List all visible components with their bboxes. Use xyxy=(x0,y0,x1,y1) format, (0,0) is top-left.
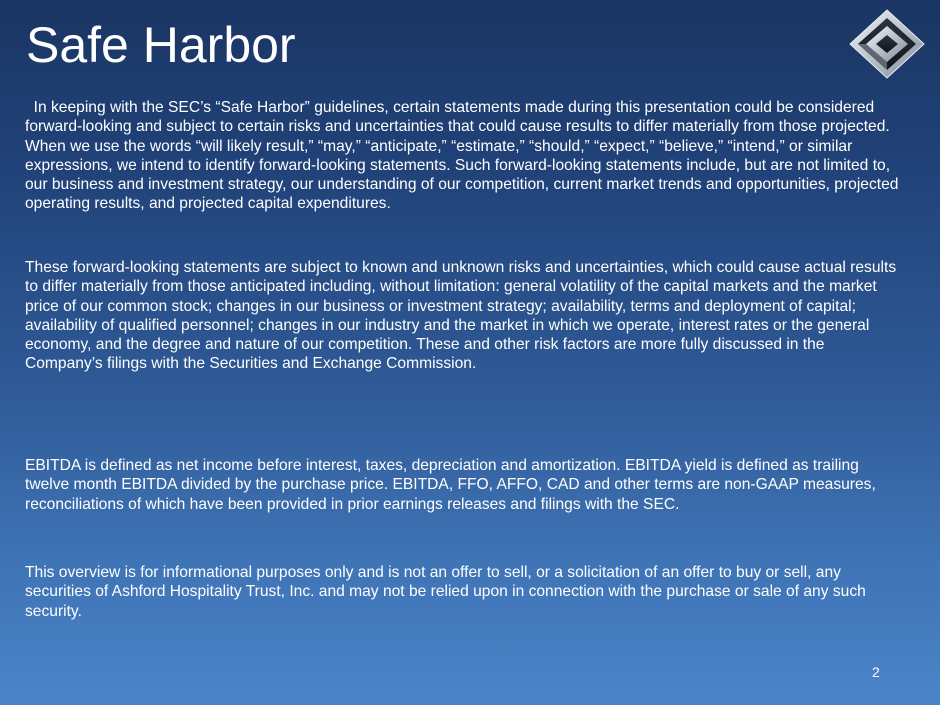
risk-factors-paragraph: These forward-looking statements are subject to known and unknown risks and uncertainties, which could cause actual results to differ materially from those anticipated including, without limitation: general volatility of the capital markets and the market price of our common stock; changes in our business or investment strategy; availability, terms and deployment of capital; availability of qualified personnel; changes in our industry and the market in which we operate, interest rates or the general economy, and the degree and nature of our competition. These and other risk factors are more fully discussed in the Company’s filings with the Securities and Exchange Commission. xyxy=(25,259,897,373)
ebitda-definition-paragraph: EBITDA is defined as net income before interest, taxes, depreciation and amortization. EBITDA yield is defined as trailing twelve month EBITDA divided by the purchase price. EBITDA, FFO, AFFO, CAD and other terms are non-GAAP measures, reconciliations of which have been provided in prior earnings releases and filings with the SEC. xyxy=(25,457,876,513)
disclaimer-paragraph: This overview is for informational purposes only and is not an offer to sell, or a solicitation of an offer to buy or sell, any securities of Ashford Hospitality Trust, Inc. and may not be relied upon in connection with the purchase or sale of any such security. xyxy=(25,564,866,620)
safe-harbor-paragraph: In keeping with the SEC’s “Safe Harbor” guidelines, certain statements made during this presentation could be considered forward-looking and subject to certain risks and uncertainties that could cause results to differ materially from those projected. When we use the words “will likely result,” “may,” “anticipate,” “estimate,” “should,” “expect,” “believe,” “intend,” or similar expressions, we intend to identify forward-looking statements. Such forward-looking statements include, but are not limited to, our business and investment strategy, our understanding of our competition, current market trends and opportunities, projected operating results, and projected capital expenditures. xyxy=(25,99,899,213)
slide-title: Safe Harbor xyxy=(26,17,296,73)
diamond-logo-icon xyxy=(848,8,926,80)
page-number: 2 xyxy=(872,664,880,680)
